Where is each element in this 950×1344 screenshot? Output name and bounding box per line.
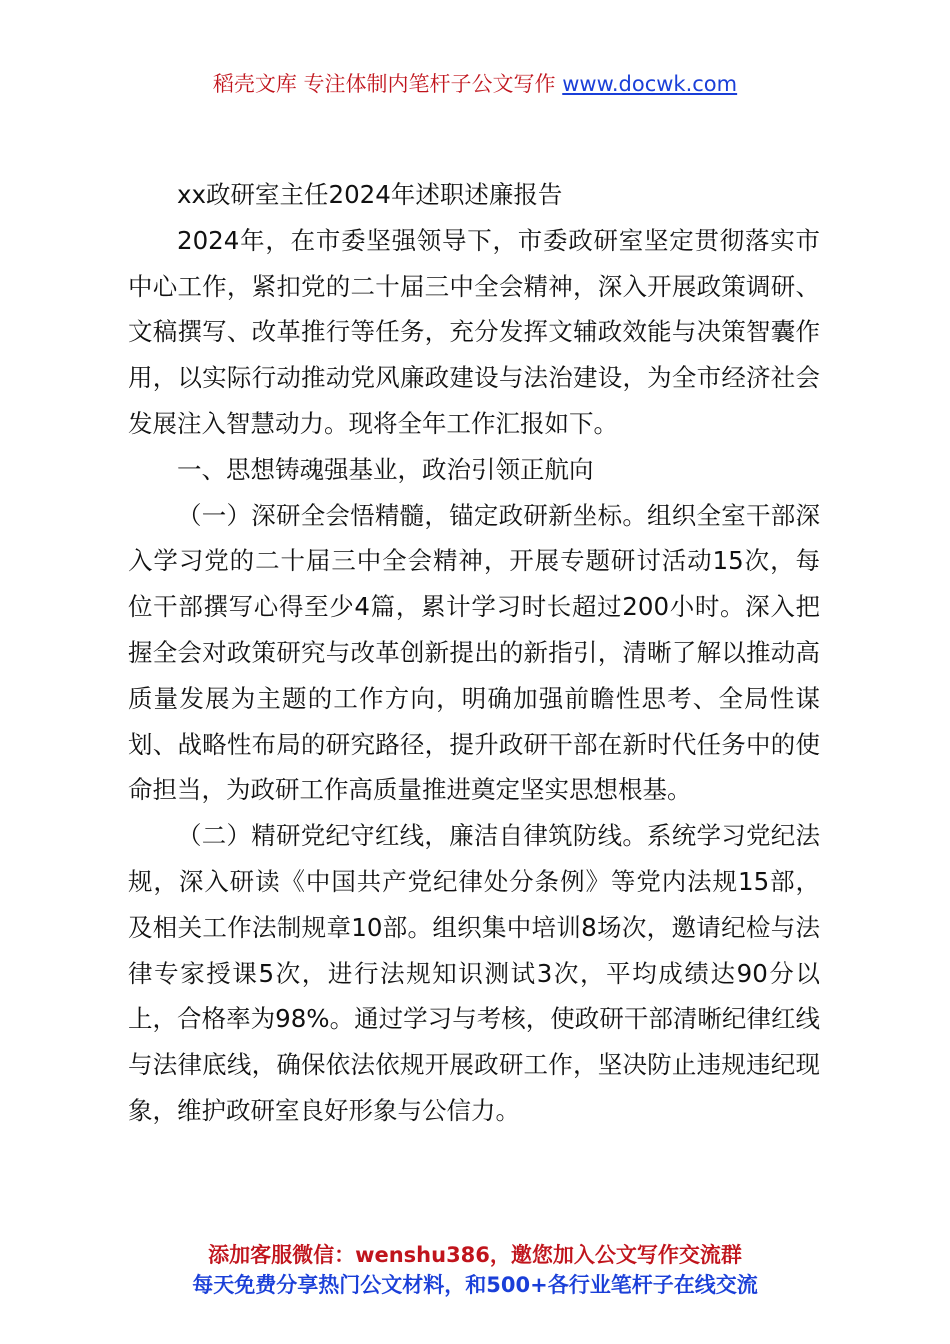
section-heading-1: 一、思想铸魂强基业，政治引领正航向 [177,454,594,484]
paragraph-subsection-1: （一）深研全会悟精髓，锚定政研新坐标。组织全室干部深入学习党的二十届三中全会精神，开展专题研讨活动15次，每位干部撰写心得至少4篇，累计学习时长超过200小时。深入把握全会对政策研究与改革创新提出的新指引，清晰了解以推动高质量发展为主题的工作方向，明确加强前瞻性思考、全局性谋划、战略性布局的研究路径，提升政研干部在新时代任务中的使命担当，为政研工作高质量推进奠定坚实思想根基。 [128,500,820,805]
footer-wechat-line: 添加客服微信：wenshu386，邀您加入公文写作交流群 [208,1243,742,1267]
document-body [128,172,820,1134]
footer-share-line: 每天免费分享热门公文材料，和500+各行业笔杆子在线交流 [192,1273,758,1297]
header-website-link[interactable]: www.docwk.com [562,72,738,96]
header-brand-text: 稻壳文库 专注体制内笔杆子公文写作 [212,72,556,96]
paragraph-intro: 2024年，在市委坚强领导下，市委政研室坚定贯彻落实市中心工作，紧扣党的二十届三中全会精神，深入开展政策调研、文稿撰写、改革推行等任务，充分发挥文辅政效能与决策智囊作用，以实际行动推动党风廉政建设与法治建设，为全市经济社会发展注入智慧动力。现将全年工作汇报如下。 [128,225,820,438]
page-header [0,68,950,100]
document-title: xx政研室主任2024年述职述廉报告 [177,180,563,209]
page-footer [0,1240,950,1300]
paragraph-subsection-2: （二）精研党纪守红线，廉洁自律筑防线。系统学习党纪法规，深入研读《中国共产党纪律处分条例》等党内法规15部，及相关工作法制规章10部。组织集中培训8场次，邀请纪检与法律专家授课5次，进行法规知识测试3次，平均成绩达90分以上，合格率为98%。通过学习与考核，使政研干部清晰纪律红线与法律底线，确保依法依规开展政研工作，坚决防止违规违纪现象，维护政研室良好形象与公信力。 [128,821,820,1125]
